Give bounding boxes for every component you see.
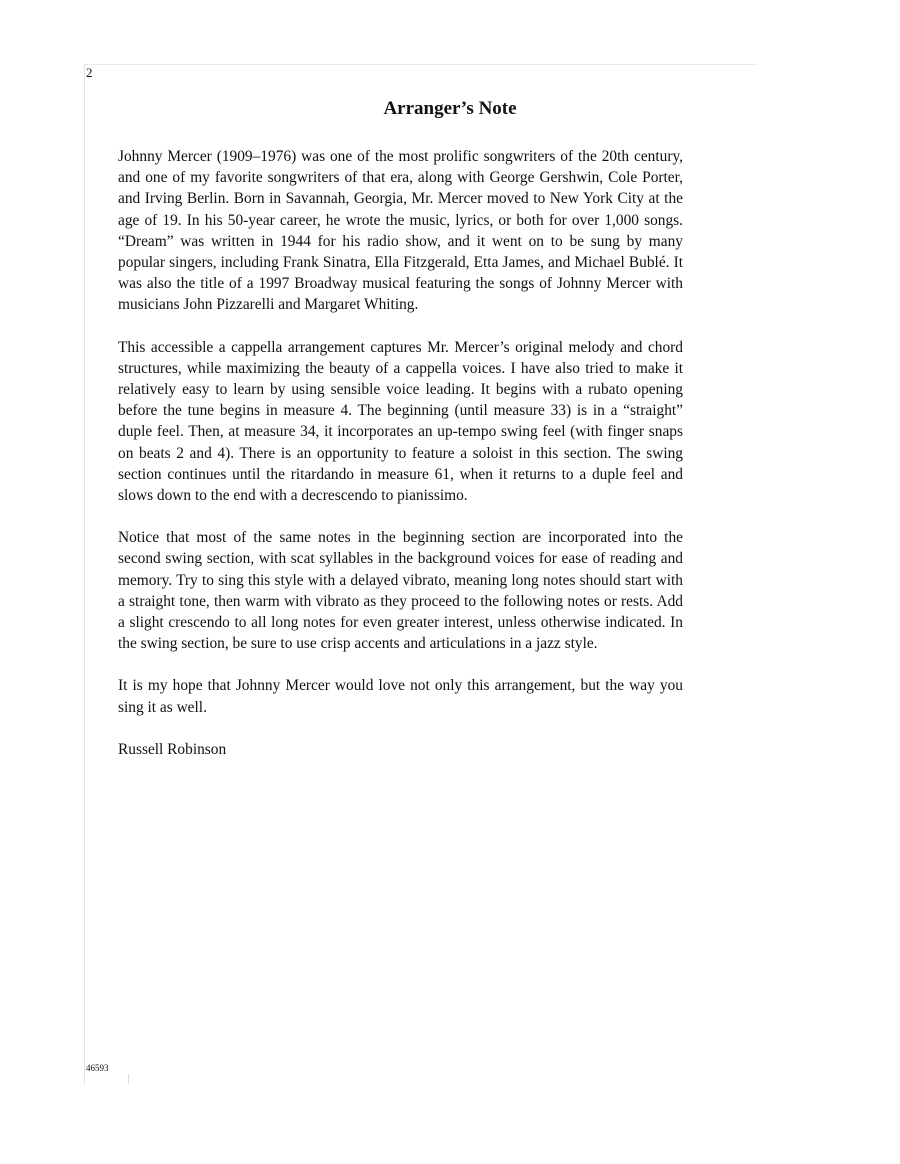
page-title: Arranger’s Note — [383, 98, 517, 119]
arrangers-note-body — [118, 146, 683, 760]
author-signature: Russell Robinson — [118, 740, 227, 758]
footer-tick-mark — [128, 1074, 129, 1084]
note-paragraph-4: It is my hope that Johnny Mercer would love not only this arrangement, but the way you sing it as well. — [118, 677, 683, 716]
catalog-number: 46593 — [86, 1063, 109, 1073]
page-top-border — [84, 64, 756, 65]
page-number: 2 — [86, 65, 93, 80]
note-paragraph-3: Notice that most of the same notes in the beginning section are incorporated into the second swing section, with scat syllables in the background voices for ease of reading and memory. Try to sing this style with a delayed vibrato, meaning long notes should start with a straight tone, then warm with vibrato as they proceed to the following notes or rests. Add a slight crescendo to all long notes for even greater interest, unless otherwise indicated. In the swing section, be sure to use crisp accents and articulations in a jazz style. — [118, 529, 683, 653]
note-paragraph-1: Johnny Mercer (1909–1976) was one of the most prolific songwriters of the 20th century, and one of my favorite songwriters of that era, along with George Gershwin, Cole Porter, and Irving Berlin. Born in Savannah, Georgia, Mr. Mercer moved to New York City at the age of 19. In his 50-year career, he wrote the music, lyrics, or both for over 1,000 songs. “Dream” was written in 1944 for his radio show, and it went on to be sung by many popular singers, including Frank Sinatra, Ella Fitzgerald, Etta James, and Michael Bublé. It was also the title of a 1997 Broadway musical featuring the songs of Johnny Mercer with musicians John Pizzarelli and Margaret Whiting. — [118, 148, 683, 314]
page-left-border — [84, 64, 85, 1084]
note-paragraph-2: This accessible a cappella arrangement captures Mr. Mercer’s original melody and chord structures, while maximizing the beauty of a cappella voices. I have also tried to make it relatively easy to learn by using sensible voice leading. It begins with a rubato opening before the tune begins in measure 4. The beginning (until measure 33) is in a “straight” duple feel. Then, at measure 34, it incorporates an up-tempo swing feel (with finger snaps on beats 2 and 4). There is an opportunity to feature a soloist in this section. The swing section continues until the ritardando in measure 61, when it returns to a duple feel and slows down to the end with a decrescendo to pianissimo. — [118, 338, 683, 505]
